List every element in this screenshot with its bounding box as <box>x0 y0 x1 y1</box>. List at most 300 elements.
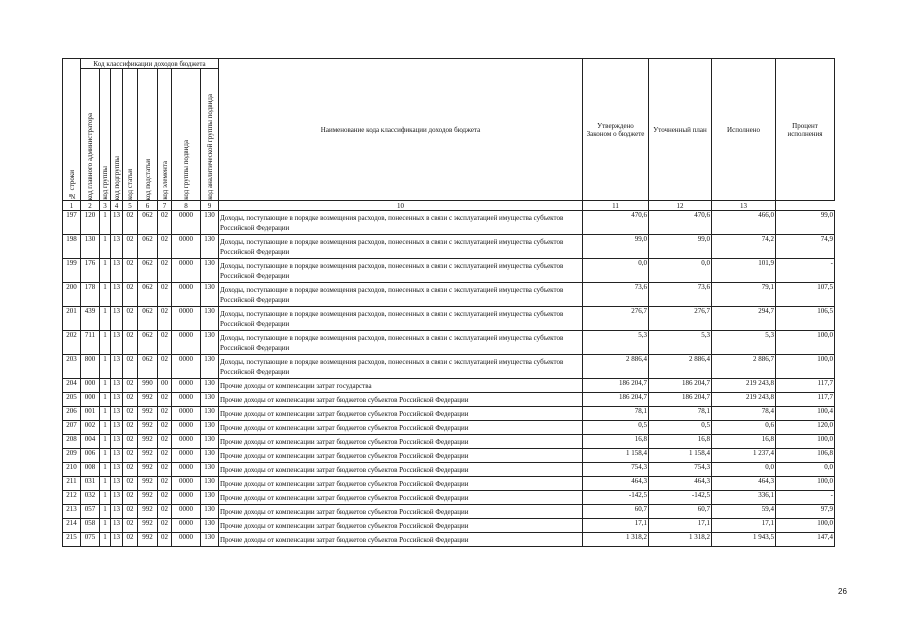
header-subarticle-code <box>138 69 158 201</box>
element-code-cell: 02 <box>158 421 172 435</box>
revenue-name-cell: Доходы, поступающие в порядке возмещения расходов, понесенных в связи с эксплуатацией имущества субъектов Российской Федерации <box>219 355 583 379</box>
col-number: 8 <box>172 201 201 211</box>
subarticle-code-cell: 990 <box>138 379 158 393</box>
subgroup-code-cell: 13 <box>111 505 123 519</box>
execution-percent-cell: 117,7 <box>776 393 835 407</box>
revenue-name-cell: Прочие доходы от компенсации затрат бюджетов субъектов Российской Федерации <box>219 449 583 463</box>
group-code-cell: 1 <box>100 505 111 519</box>
element-code-cell: 02 <box>158 449 172 463</box>
subtype-group-code-cell: 0000 <box>172 407 201 421</box>
article-code-cell: 02 <box>123 407 138 421</box>
execution-percent-cell: 147,4 <box>776 533 835 547</box>
analytic-group-code-cell: 130 <box>201 331 219 355</box>
group-code-cell: 1 <box>100 283 111 307</box>
analytic-group-code-cell: 130 <box>201 421 219 435</box>
executed-amount-cell: 0,6 <box>712 421 776 435</box>
subtype-group-code-cell: 0000 <box>172 421 201 435</box>
article-code-cell: 02 <box>123 331 138 355</box>
approved-amount-cell: 0,0 <box>583 259 649 283</box>
table-row <box>63 235 835 259</box>
executed-amount-cell: 1 237,4 <box>712 449 776 463</box>
executed-amount-cell: 2 886,7 <box>712 355 776 379</box>
subtype-group-code-cell: 0000 <box>172 259 201 283</box>
table-row <box>63 491 835 505</box>
approved-amount-cell: 754,3 <box>583 463 649 477</box>
execution-percent-cell: 74,9 <box>776 235 835 259</box>
subarticle-code-cell: 062 <box>138 283 158 307</box>
subarticle-code-cell: 062 <box>138 331 158 355</box>
header-executed: Исполнено <box>712 59 776 201</box>
header-admin-code <box>81 69 100 201</box>
row-number-cell: 215 <box>63 533 81 547</box>
refined-plan-cell: 276,7 <box>649 307 712 331</box>
admin-code-cell: 002 <box>81 421 100 435</box>
subgroup-code-cell: 13 <box>111 235 123 259</box>
group-code-cell: 1 <box>100 259 111 283</box>
refined-plan-cell: 17,1 <box>649 519 712 533</box>
table-row <box>63 477 835 491</box>
subtype-group-code-cell: 0000 <box>172 331 201 355</box>
element-code-cell: 02 <box>158 463 172 477</box>
subarticle-code-cell: 062 <box>138 355 158 379</box>
subtype-group-code-cell: 0000 <box>172 463 201 477</box>
admin-code-cell: 008 <box>81 463 100 477</box>
revenue-name-cell: Прочие доходы от компенсации затрат бюджетов субъектов Российской Федерации <box>219 393 583 407</box>
table-row <box>63 393 835 407</box>
execution-percent-cell: 120,0 <box>776 421 835 435</box>
group-code-cell: 1 <box>100 477 111 491</box>
group-code-cell: 1 <box>100 463 111 477</box>
row-number-cell: 199 <box>63 259 81 283</box>
execution-percent-cell: 100,0 <box>776 331 835 355</box>
subarticle-code-cell: 992 <box>138 393 158 407</box>
refined-plan-cell: 470,6 <box>649 211 712 235</box>
element-code-cell: 02 <box>158 491 172 505</box>
article-code-cell: 02 <box>123 533 138 547</box>
executed-amount-cell: 79,1 <box>712 283 776 307</box>
admin-code-cell: 058 <box>81 519 100 533</box>
approved-amount-cell: 78,1 <box>583 407 649 421</box>
subarticle-code-cell: 992 <box>138 463 158 477</box>
header-element-code-label: код элемента <box>160 161 169 200</box>
row-number-cell: 213 <box>63 505 81 519</box>
subgroup-code-cell: 13 <box>111 477 123 491</box>
group-code-cell: 1 <box>100 421 111 435</box>
header-name: Наименование кода классификации доходов бюджета <box>219 59 583 201</box>
executed-amount-cell: 16,8 <box>712 435 776 449</box>
subgroup-code-cell: 13 <box>111 463 123 477</box>
col-number: 10 <box>219 201 583 211</box>
admin-code-cell: 000 <box>81 379 100 393</box>
article-code-cell: 02 <box>123 519 138 533</box>
row-number-cell: 212 <box>63 491 81 505</box>
table-row <box>63 463 835 477</box>
subgroup-code-cell: 13 <box>111 379 123 393</box>
analytic-group-code-cell: 130 <box>201 307 219 331</box>
header-group-code <box>100 69 111 201</box>
admin-code-cell: 000 <box>81 393 100 407</box>
subtype-group-code-cell: 0000 <box>172 393 201 407</box>
subarticle-code-cell: 992 <box>138 491 158 505</box>
element-code-cell: 02 <box>158 355 172 379</box>
revenue-name-cell: Прочие доходы от компенсации затрат бюджетов субъектов Российской Федерации <box>219 519 583 533</box>
analytic-group-code-cell: 130 <box>201 505 219 519</box>
subarticle-code-cell: 992 <box>138 421 158 435</box>
group-code-cell: 1 <box>100 307 111 331</box>
row-number-cell: 204 <box>63 379 81 393</box>
refined-plan-cell: 16,8 <box>649 435 712 449</box>
revenue-name-cell: Доходы, поступающие в порядке возмещения расходов, понесенных в связи с эксплуатацией имущества субъектов Российской Федерации <box>219 331 583 355</box>
approved-amount-cell: -142,5 <box>583 491 649 505</box>
row-number-cell: 214 <box>63 519 81 533</box>
subarticle-code-cell: 062 <box>138 307 158 331</box>
subtype-group-code-cell: 0000 <box>172 477 201 491</box>
executed-amount-cell: 74,2 <box>712 235 776 259</box>
refined-plan-cell: 0,0 <box>649 259 712 283</box>
col-number: 4 <box>111 201 123 211</box>
subtype-group-code-cell: 0000 <box>172 211 201 235</box>
execution-percent-cell: 100,0 <box>776 477 835 491</box>
col-number: 9 <box>201 201 219 211</box>
refined-plan-cell: 464,3 <box>649 477 712 491</box>
element-code-cell: 02 <box>158 393 172 407</box>
article-code-cell: 02 <box>123 491 138 505</box>
refined-plan-cell: 186 204,7 <box>649 393 712 407</box>
execution-percent-cell: 100,0 <box>776 435 835 449</box>
element-code-cell: 02 <box>158 283 172 307</box>
subarticle-code-cell: 062 <box>138 235 158 259</box>
analytic-group-code-cell: 130 <box>201 283 219 307</box>
subgroup-code-cell: 13 <box>111 393 123 407</box>
executed-amount-cell: 17,1 <box>712 519 776 533</box>
col-number: 7 <box>158 201 172 211</box>
row-number-cell: 202 <box>63 331 81 355</box>
table-body <box>63 211 835 547</box>
subgroup-code-cell: 13 <box>111 421 123 435</box>
group-code-cell: 1 <box>100 211 111 235</box>
header-element-code <box>158 69 172 201</box>
refined-plan-cell: 73,6 <box>649 283 712 307</box>
admin-code-cell: 032 <box>81 491 100 505</box>
table-row <box>63 259 835 283</box>
subtype-group-code-cell: 0000 <box>172 307 201 331</box>
refined-plan-cell: 2 886,4 <box>649 355 712 379</box>
revenue-name-cell: Доходы, поступающие в порядке возмещения расходов, понесенных в связи с эксплуатацией имущества субъектов Российской Федерации <box>219 259 583 283</box>
execution-percent-cell: 117,7 <box>776 379 835 393</box>
group-code-cell: 1 <box>100 519 111 533</box>
article-code-cell: 02 <box>123 259 138 283</box>
subgroup-code-cell: 13 <box>111 259 123 283</box>
element-code-cell: 02 <box>158 307 172 331</box>
admin-code-cell: 120 <box>81 211 100 235</box>
revenue-name-cell: Прочие доходы от компенсации затрат бюджетов субъектов Российской Федерации <box>219 477 583 491</box>
refined-plan-cell: 754,3 <box>649 463 712 477</box>
group-code-cell: 1 <box>100 379 111 393</box>
group-code-cell: 1 <box>100 449 111 463</box>
header-row-number <box>63 59 81 201</box>
element-code-cell: 02 <box>158 407 172 421</box>
row-number-cell: 197 <box>63 211 81 235</box>
subarticle-code-cell: 992 <box>138 435 158 449</box>
analytic-group-code-cell: 130 <box>201 211 219 235</box>
header-article-code-label: код статьи <box>126 169 134 200</box>
execution-percent-cell: 100,0 <box>776 519 835 533</box>
executed-amount-cell: 294,7 <box>712 307 776 331</box>
article-code-cell: 02 <box>123 449 138 463</box>
table-row <box>63 331 835 355</box>
col-number: 12 <box>649 201 712 211</box>
analytic-group-code-cell: 130 <box>201 491 219 505</box>
subgroup-code-cell: 13 <box>111 435 123 449</box>
group-code-cell: 1 <box>100 355 111 379</box>
approved-amount-cell: 186 204,7 <box>583 379 649 393</box>
article-code-cell: 02 <box>123 477 138 491</box>
execution-percent-cell: 100,4 <box>776 407 835 421</box>
execution-percent-cell: 106,5 <box>776 307 835 331</box>
admin-code-cell: 031 <box>81 477 100 491</box>
admin-code-cell: 439 <box>81 307 100 331</box>
approved-amount-cell: 464,3 <box>583 477 649 491</box>
header-subtype-group-code <box>172 69 201 201</box>
approved-amount-cell: 1 158,4 <box>583 449 649 463</box>
group-code-cell: 1 <box>100 393 111 407</box>
row-number-cell: 203 <box>63 355 81 379</box>
article-code-cell: 02 <box>123 393 138 407</box>
header-analytic-group-code-label: код аналитической группы подвида <box>205 94 214 200</box>
approved-amount-cell: 5,3 <box>583 331 649 355</box>
row-number-cell: 209 <box>63 449 81 463</box>
subgroup-code-cell: 13 <box>111 283 123 307</box>
subgroup-code-cell: 13 <box>111 449 123 463</box>
analytic-group-code-cell: 130 <box>201 435 219 449</box>
subgroup-code-cell: 13 <box>111 355 123 379</box>
analytic-group-code-cell: 130 <box>201 407 219 421</box>
header-approved: Утверждено Законом о бюджете <box>583 59 649 201</box>
header-subgroup-code-label: код подгруппы <box>112 155 121 200</box>
refined-plan-cell: 0,5 <box>649 421 712 435</box>
row-number-cell: 198 <box>63 235 81 259</box>
executed-amount-cell: 0,0 <box>712 463 776 477</box>
article-code-cell: 02 <box>123 505 138 519</box>
executed-amount-cell: 466,0 <box>712 211 776 235</box>
approved-amount-cell: 0,5 <box>583 421 649 435</box>
revenue-name-cell: Прочие доходы от компенсации затрат бюджетов субъектов Российской Федерации <box>219 421 583 435</box>
revenue-name-cell: Прочие доходы от компенсации затрат бюджетов субъектов Российской Федерации <box>219 533 583 547</box>
budget-revenue-table <box>62 58 835 547</box>
group-code-cell: 1 <box>100 533 111 547</box>
article-code-cell: 02 <box>123 283 138 307</box>
execution-percent-cell: - <box>776 259 835 283</box>
admin-code-cell: 075 <box>81 533 100 547</box>
revenue-name-cell: Прочие доходы от компенсации затрат государства <box>219 379 583 393</box>
element-code-cell: 02 <box>158 477 172 491</box>
admin-code-cell: 130 <box>81 235 100 259</box>
execution-percent-cell: - <box>776 491 835 505</box>
refined-plan-cell: 5,3 <box>649 331 712 355</box>
admin-code-cell: 800 <box>81 355 100 379</box>
subgroup-code-cell: 13 <box>111 407 123 421</box>
admin-code-cell: 006 <box>81 449 100 463</box>
row-number-cell: 201 <box>63 307 81 331</box>
refined-plan-cell: 1 158,4 <box>649 449 712 463</box>
analytic-group-code-cell: 130 <box>201 463 219 477</box>
subarticle-code-cell: 992 <box>138 519 158 533</box>
element-code-cell: 02 <box>158 211 172 235</box>
executed-amount-cell: 219 243,8 <box>712 379 776 393</box>
column-number-row <box>63 201 835 211</box>
executed-amount-cell: 1 943,5 <box>712 533 776 547</box>
article-code-cell: 02 <box>123 235 138 259</box>
revenue-name-cell: Прочие доходы от компенсации затрат бюджетов субъектов Российской Федерации <box>219 491 583 505</box>
col-number: 2 <box>81 201 100 211</box>
subtype-group-code-cell: 0000 <box>172 435 201 449</box>
revenue-name-cell: Прочие доходы от компенсации затрат бюджетов субъектов Российской Федерации <box>219 505 583 519</box>
header-group-code-label: код группы <box>101 166 109 200</box>
table-row <box>63 379 835 393</box>
subarticle-code-cell: 992 <box>138 449 158 463</box>
analytic-group-code-cell: 130 <box>201 533 219 547</box>
revenue-name-cell: Прочие доходы от компенсации затрат бюджетов субъектов Российской Федерации <box>219 435 583 449</box>
revenue-name-cell: Прочие доходы от компенсации затрат бюджетов субъектов Российской Федерации <box>219 463 583 477</box>
group-code-cell: 1 <box>100 331 111 355</box>
header-analytic-group-code <box>201 69 219 201</box>
article-code-cell: 02 <box>123 307 138 331</box>
subtype-group-code-cell: 0000 <box>172 505 201 519</box>
col-number: 1 <box>63 201 81 211</box>
group-code-cell: 1 <box>100 435 111 449</box>
admin-code-cell: 178 <box>81 283 100 307</box>
row-number-cell: 211 <box>63 477 81 491</box>
analytic-group-code-cell: 130 <box>201 259 219 283</box>
analytic-group-code-cell: 130 <box>201 477 219 491</box>
approved-amount-cell: 186 204,7 <box>583 393 649 407</box>
analytic-group-code-cell: 130 <box>201 393 219 407</box>
revenue-name-cell: Доходы, поступающие в порядке возмещения расходов, понесенных в связи с эксплуатацией имущества субъектов Российской Федерации <box>219 283 583 307</box>
approved-amount-cell: 99,0 <box>583 235 649 259</box>
row-number-cell: 205 <box>63 393 81 407</box>
execution-percent-cell: 107,5 <box>776 283 835 307</box>
revenue-name-cell: Прочие доходы от компенсации затрат бюджетов субъектов Российской Федерации <box>219 407 583 421</box>
approved-amount-cell: 2 886,4 <box>583 355 649 379</box>
subtype-group-code-cell: 0000 <box>172 355 201 379</box>
admin-code-cell: 004 <box>81 435 100 449</box>
table-row <box>63 355 835 379</box>
refined-plan-cell: 1 318,2 <box>649 533 712 547</box>
element-code-cell: 02 <box>158 435 172 449</box>
admin-code-cell: 001 <box>81 407 100 421</box>
row-number-cell: 200 <box>63 283 81 307</box>
header-admin-code-label: код главного администратора <box>86 112 94 200</box>
subgroup-code-cell: 13 <box>111 491 123 505</box>
row-number-cell: 208 <box>63 435 81 449</box>
approved-amount-cell: 1 318,2 <box>583 533 649 547</box>
article-code-cell: 02 <box>123 421 138 435</box>
admin-code-cell: 176 <box>81 259 100 283</box>
header-row-top <box>63 59 835 69</box>
article-code-cell: 02 <box>123 379 138 393</box>
refined-plan-cell: 78,1 <box>649 407 712 421</box>
subarticle-code-cell: 992 <box>138 533 158 547</box>
refined-plan-cell: 99,0 <box>649 235 712 259</box>
article-code-cell: 02 <box>123 435 138 449</box>
subgroup-code-cell: 13 <box>111 307 123 331</box>
subgroup-code-cell: 13 <box>111 533 123 547</box>
subtype-group-code-cell: 0000 <box>172 449 201 463</box>
element-code-cell: 02 <box>158 533 172 547</box>
col-number: 3 <box>100 201 111 211</box>
subtype-group-code-cell: 0000 <box>172 283 201 307</box>
table-row <box>63 505 835 519</box>
header-refined: Уточненный план <box>649 59 712 201</box>
article-code-cell: 02 <box>123 463 138 477</box>
executed-amount-cell: 336,1 <box>712 491 776 505</box>
execution-percent-cell: 0,0 <box>776 463 835 477</box>
group-code-cell: 1 <box>100 407 111 421</box>
executed-amount-cell: 219 243,8 <box>712 393 776 407</box>
approved-amount-cell: 470,6 <box>583 211 649 235</box>
table-row <box>63 421 835 435</box>
subarticle-code-cell: 992 <box>138 505 158 519</box>
col-number: 6 <box>138 201 158 211</box>
execution-percent-cell: 99,0 <box>776 211 835 235</box>
subtype-group-code-cell: 0000 <box>172 533 201 547</box>
header-subarticle-code-label: код подстатьи <box>143 158 152 200</box>
subgroup-code-cell: 13 <box>111 211 123 235</box>
executed-amount-cell: 464,3 <box>712 477 776 491</box>
element-code-cell: 02 <box>158 331 172 355</box>
revenue-name-cell: Доходы, поступающие в порядке возмещения расходов, понесенных в связи с эксплуатацией имущества субъектов Российской Федерации <box>219 307 583 331</box>
execution-percent-cell: 97,9 <box>776 505 835 519</box>
subtype-group-code-cell: 0000 <box>172 379 201 393</box>
analytic-group-code-cell: 130 <box>201 519 219 533</box>
row-number-cell: 206 <box>63 407 81 421</box>
header-percent: Процент исполнения <box>776 59 835 201</box>
group-code-cell: 1 <box>100 491 111 505</box>
subtype-group-code-cell: 0000 <box>172 235 201 259</box>
table-row <box>63 519 835 533</box>
analytic-group-code-cell: 130 <box>201 449 219 463</box>
approved-amount-cell: 17,1 <box>583 519 649 533</box>
revenue-name-cell: Доходы, поступающие в порядке возмещения расходов, понесенных в связи с эксплуатацией имущества субъектов Российской Федерации <box>219 235 583 259</box>
table-row <box>63 407 835 421</box>
element-code-cell: 00 <box>158 379 172 393</box>
header-article-code <box>123 69 138 201</box>
table-row <box>63 449 835 463</box>
subarticle-code-cell: 992 <box>138 477 158 491</box>
subtype-group-code-cell: 0000 <box>172 519 201 533</box>
executed-amount-cell: 78,4 <box>712 407 776 421</box>
group-code-cell: 1 <box>100 235 111 259</box>
subgroup-code-cell: 13 <box>111 519 123 533</box>
refined-plan-cell: 60,7 <box>649 505 712 519</box>
admin-code-cell: 057 <box>81 505 100 519</box>
subarticle-code-cell: 062 <box>138 259 158 283</box>
table-row <box>63 435 835 449</box>
refined-plan-cell: -142,5 <box>649 491 712 505</box>
execution-percent-cell: 106,8 <box>776 449 835 463</box>
element-code-cell: 02 <box>158 235 172 259</box>
element-code-cell: 02 <box>158 519 172 533</box>
subgroup-code-cell: 13 <box>111 331 123 355</box>
executed-amount-cell: 5,3 <box>712 331 776 355</box>
col-number: 13 <box>712 201 776 211</box>
header-subgroup-code <box>111 69 123 201</box>
executed-amount-cell: 59,4 <box>712 505 776 519</box>
row-number-cell: 210 <box>63 463 81 477</box>
col-number: 5 <box>123 201 138 211</box>
header-subtype-group-code-label: код группы подвида <box>182 140 190 200</box>
analytic-group-code-cell: 130 <box>201 355 219 379</box>
